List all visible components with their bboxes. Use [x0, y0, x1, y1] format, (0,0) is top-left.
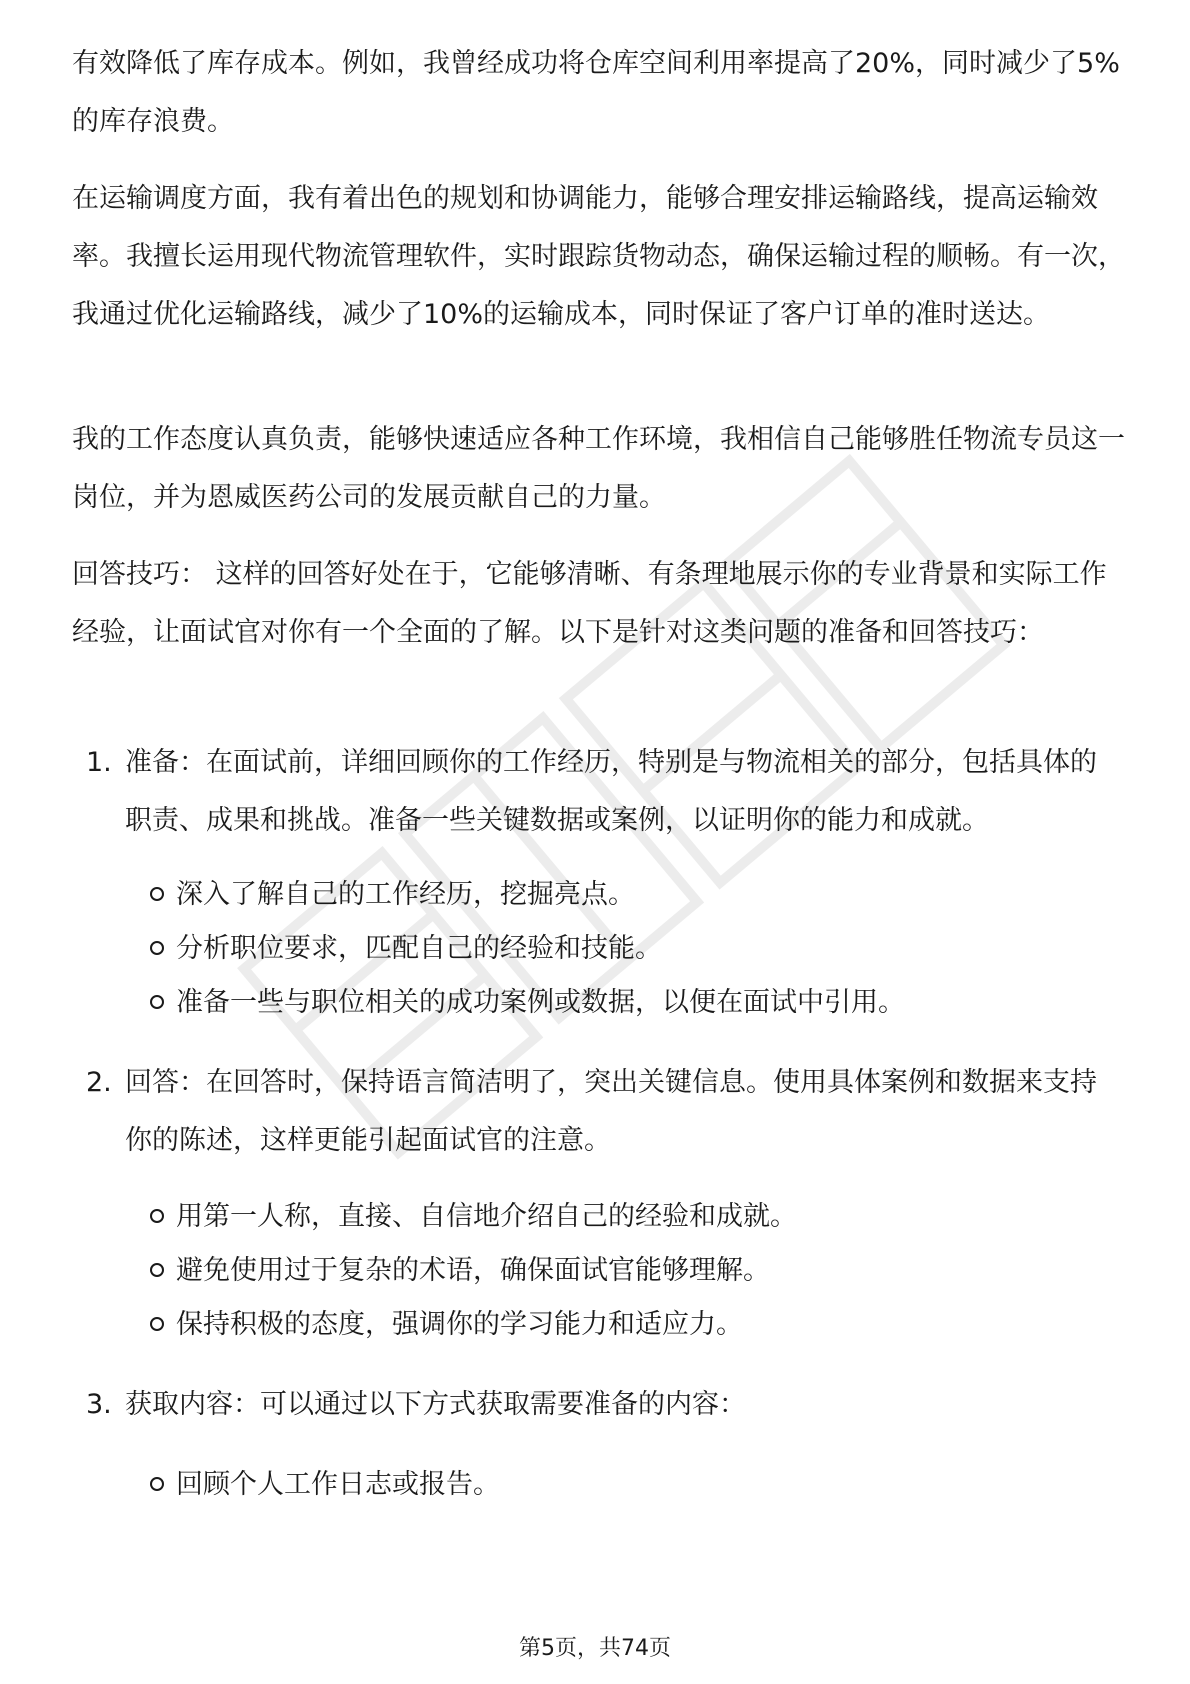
- circle-bullet-icon: [150, 941, 164, 955]
- paragraph-transport: 在运输调度方面，我有着出色的规划和协调能力，能够合理安排运输路线，提高运输效率。我擅长运用现代物流管理软件，实时跟踪货物动态，确保运输过程的顺畅。有一次，我通过优化运输路线，减少了10%的运输成本，同时保证了客户订单的准时送达。: [72, 183, 1125, 330]
- sub-list-item: 准备一些与职位相关的成功案例或数据，以便在面试中引用。: [150, 974, 1110, 1032]
- list-item-text: 回答：在回答时，保持语言简洁明了，突出关键信息。使用具体案例和数据来支持你的陈述，这样更能引起面试官的注意。: [125, 1067, 1097, 1156]
- list-item-prepare: [72, 734, 1122, 850]
- list-item-answer: [72, 1054, 1122, 1170]
- paragraph-attitude: 我的工作态度认真负责，能够快速适应各种工作环境，我相信自己能够胜任物流专员这一岗位，并为恩威医药公司的发展贡献自己的力量。: [72, 424, 1125, 513]
- list-number: 2.: [86, 1067, 112, 1098]
- circle-bullet-icon: [150, 887, 164, 901]
- paragraph-answer-tips: 回答技巧： 这样的回答好处在于，它能够清晰、有条理地展示你的专业背景和实际工作经验，让面试官对你有一个全面的了解。以下是针对这类问题的准备和回答技巧：: [72, 559, 1107, 648]
- sub-list-item: 分析职位要求，匹配自己的经验和技能。: [150, 920, 1110, 978]
- circle-bullet-icon: [150, 1317, 164, 1331]
- list-item-text: 获取内容：可以通过以下方式获取需要准备的内容：: [125, 1389, 746, 1420]
- page-number: 第5页，共74页: [519, 1636, 671, 1661]
- list-item-text: 准备：在面试前，详细回顾你的工作经历，特别是与物流相关的部分，包括具体的职责、成果和挑战。准备一些关键数据或案例，以证明你的能力和成就。: [125, 747, 1097, 836]
- sub-list-item: 避免使用过于复杂的术语，确保面试官能够理解。: [150, 1242, 1110, 1300]
- paragraph-inventory: 有效降低了库存成本。例如，我曾经成功将仓库空间利用率提高了20%，同时减少了5%的库存浪费。: [72, 48, 1120, 137]
- sub-list-item: 用第一人称，直接、自信地介绍自己的经验和成就。: [150, 1188, 1110, 1246]
- list-item-get-content: [72, 1376, 1122, 1434]
- circle-bullet-icon: [150, 995, 164, 1009]
- sub-list-item: 深入了解自己的工作经历，挖掘亮点。: [150, 866, 1110, 924]
- sub-list-item: 回顾个人工作日志或报告。: [150, 1456, 1110, 1514]
- list-number: 3.: [86, 1389, 112, 1420]
- circle-bullet-icon: [150, 1477, 164, 1491]
- list-number: 1.: [86, 747, 112, 778]
- circle-bullet-icon: [150, 1209, 164, 1223]
- sub-list-item: 保持积极的态度，强调你的学习能力和适应力。: [150, 1296, 1110, 1354]
- circle-bullet-icon: [150, 1263, 164, 1277]
